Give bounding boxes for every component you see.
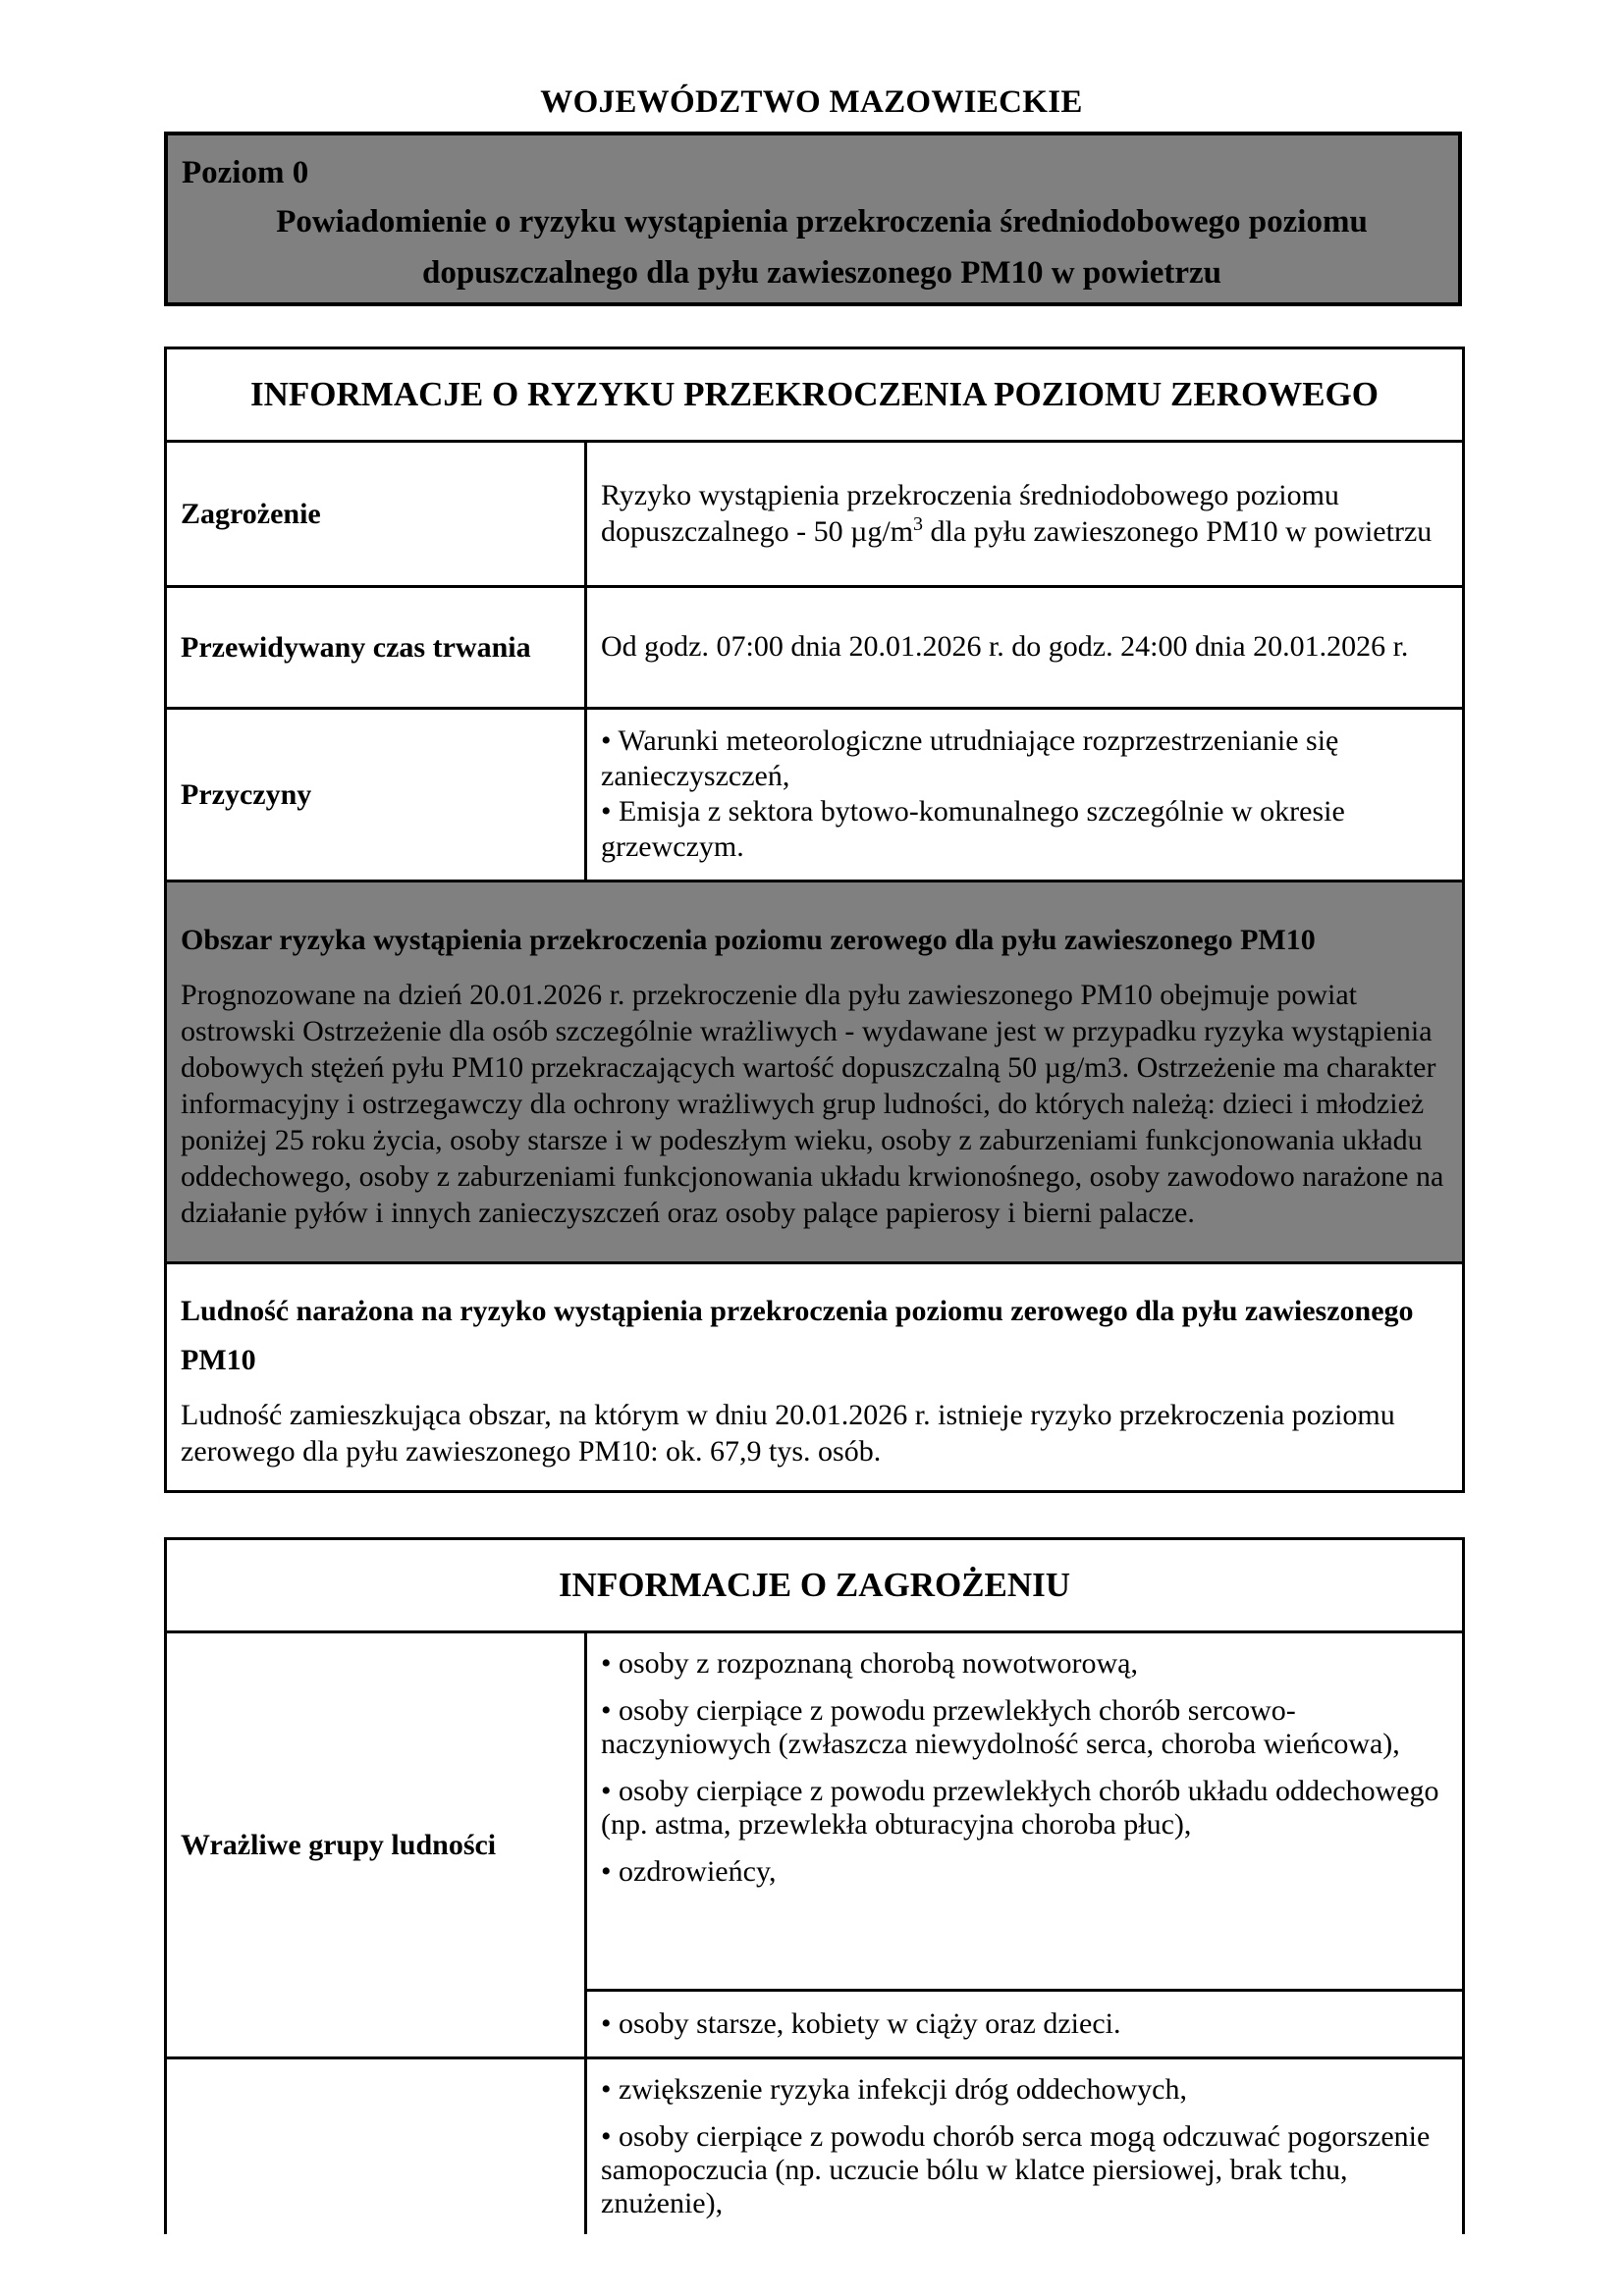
effect-item: • osoby cierpiące z powodu chorób serca mogą odczuwać pogorszenie samopoczucia (np. uczucie bólu w klatce piersiowej, brak tchu, znużenie),	[601, 2120, 1431, 2219]
cause-item: • Warunki meteorologiczne utrudniające rozprzestrzenianie się zanieczyszczeń,	[601, 723, 1339, 792]
risk-table-title: INFORMACJE O RYZYKU PRZEKROCZENIA POZIOMU ZEROWEGO	[166, 348, 1464, 442]
causes-label: Przyczyny	[166, 709, 586, 881]
effects-row	[166, 2058, 1464, 2235]
alert-level: Poziom 0	[182, 155, 309, 190]
population-heading: Ludność narażona na ryzyko wystąpienia przekroczenia poziomu zerowego dla pyłu zawieszonego PM10	[181, 1295, 1414, 1376]
effect-item: • zwiększenie ryzyka infekcji dróg oddechowych,	[601, 2073, 1187, 2106]
sensitive-groups-list	[586, 1632, 1464, 1991]
population-block	[166, 1263, 1464, 1492]
causes-row	[166, 709, 1464, 881]
risk-area-block	[166, 881, 1464, 1263]
effects-label-empty	[166, 2058, 586, 2235]
alert-subtitle-line-2: dopuszczalnego dla pyłu zawieszonego PM10 w powietrzu	[422, 255, 1221, 291]
alert-header-box	[164, 132, 1462, 306]
threat-label: Zagrożenie	[166, 442, 586, 587]
sensitive-groups-label: Wrażliwe grupy ludności	[166, 1632, 586, 2058]
threat-value: Ryzyko wystąpienia przekroczenia średniodobowego poziomu dopuszczalnego - 50 $\mu g/m^3$ dla pyłu zawieszonego PM10 w powietrzu	[586, 442, 1464, 587]
causes-value	[586, 709, 1464, 881]
sensitive-group-item: • osoby z rozpoznaną chorobą nowotworową,	[601, 1647, 1139, 1680]
page-title: WOJEWÓDZTWO MAZOWIECKIE	[540, 84, 1083, 120]
sensitive-group-item: • osoby cierpiące z powodu przewlekłych chorób układu oddechowego (np. astma, przewlekła obturacyjna choroba płuc),	[601, 1775, 1439, 1841]
population-text: Ludność zamieszkująca obszar, na którym w dniu 20.01.2026 r. istnieje ryzyko przekroczenia poziomu zerowego dla pyłu zawieszonego PM10: ok. 67,9 tys. osób.	[181, 1399, 1395, 1468]
risk-area-text: Prognozowane na dzień 20.01.2026 r. przekroczenie dla pyłu zawieszonego PM10 obejmuje powiat ostrowski Ostrzeżenie dla osób szczególnie wrażliwych - wydawane jest w przypadku ryzyka wystąpienia dobowych stężeń pyłu PM10 przekraczających wartość dopuszczalną 50 µg/m3. Ostrzeżenie ma charakter informacyjny i ostrzegawczy dla ochrony wrażliwych grup ludności, do których należą: dzieci i młodzież poniżej 25 roku życia, osoby starsze i w podeszłym wieku, osoby z zaburzeniami funkcjonowania układu oddechowego, osoby z zaburzeniami funkcjonowania układu krwionośnego, osoby zawodowo narażone na działanie pyłów i innych zanieczyszczeń oraz osoby palące papierosy i bierni palacze.	[181, 978, 1444, 1229]
threat-info-table	[164, 1537, 1465, 2234]
duration-row	[166, 587, 1464, 709]
duration-value: Od godz. 07:00 dnia 20.01.2026 r. do godz. 24:00 dnia 20.01.2026 r.	[586, 587, 1464, 709]
risk-info-table	[164, 347, 1465, 1493]
sensitive-group-item: • osoby cierpiące z powodu przewlekłych chorób sercowo-naczyniowych (zwłaszcza niewydolność serca, choroba wieńcowa),	[601, 1694, 1400, 1760]
effects-list	[586, 2058, 1464, 2235]
sensitive-group-item: • ozdrowieńcy,	[601, 1855, 777, 1888]
cause-item: • Emisja z sektora bytowo-komunalnego szczególnie w okresie grzewczym.	[601, 794, 1345, 863]
risk-area-heading: Obszar ryzyka wystąpienia przekroczenia poziomu zerowego dla pyłu zawieszonego PM10	[181, 923, 1316, 956]
area-row	[166, 881, 1464, 1263]
alert-subtitle-line-1: Powiadomienie o ryzyku wystąpienia przekroczenia średniodobowego poziomu	[276, 204, 1368, 240]
sensitive-group-last-item: • osoby starsze, kobiety w ciąży oraz dzieci.	[586, 1991, 1464, 2058]
alert-subtitle	[182, 196, 1444, 298]
population-row	[166, 1263, 1464, 1492]
duration-label: Przewidywany czas trwania	[166, 587, 586, 709]
sensitive-groups-row	[166, 1632, 1464, 1991]
threat-table-title: INFORMACJE O ZAGROŻENIU	[166, 1539, 1464, 1632]
unit-superscript: 3	[913, 512, 924, 535]
threat-row	[166, 442, 1464, 587]
